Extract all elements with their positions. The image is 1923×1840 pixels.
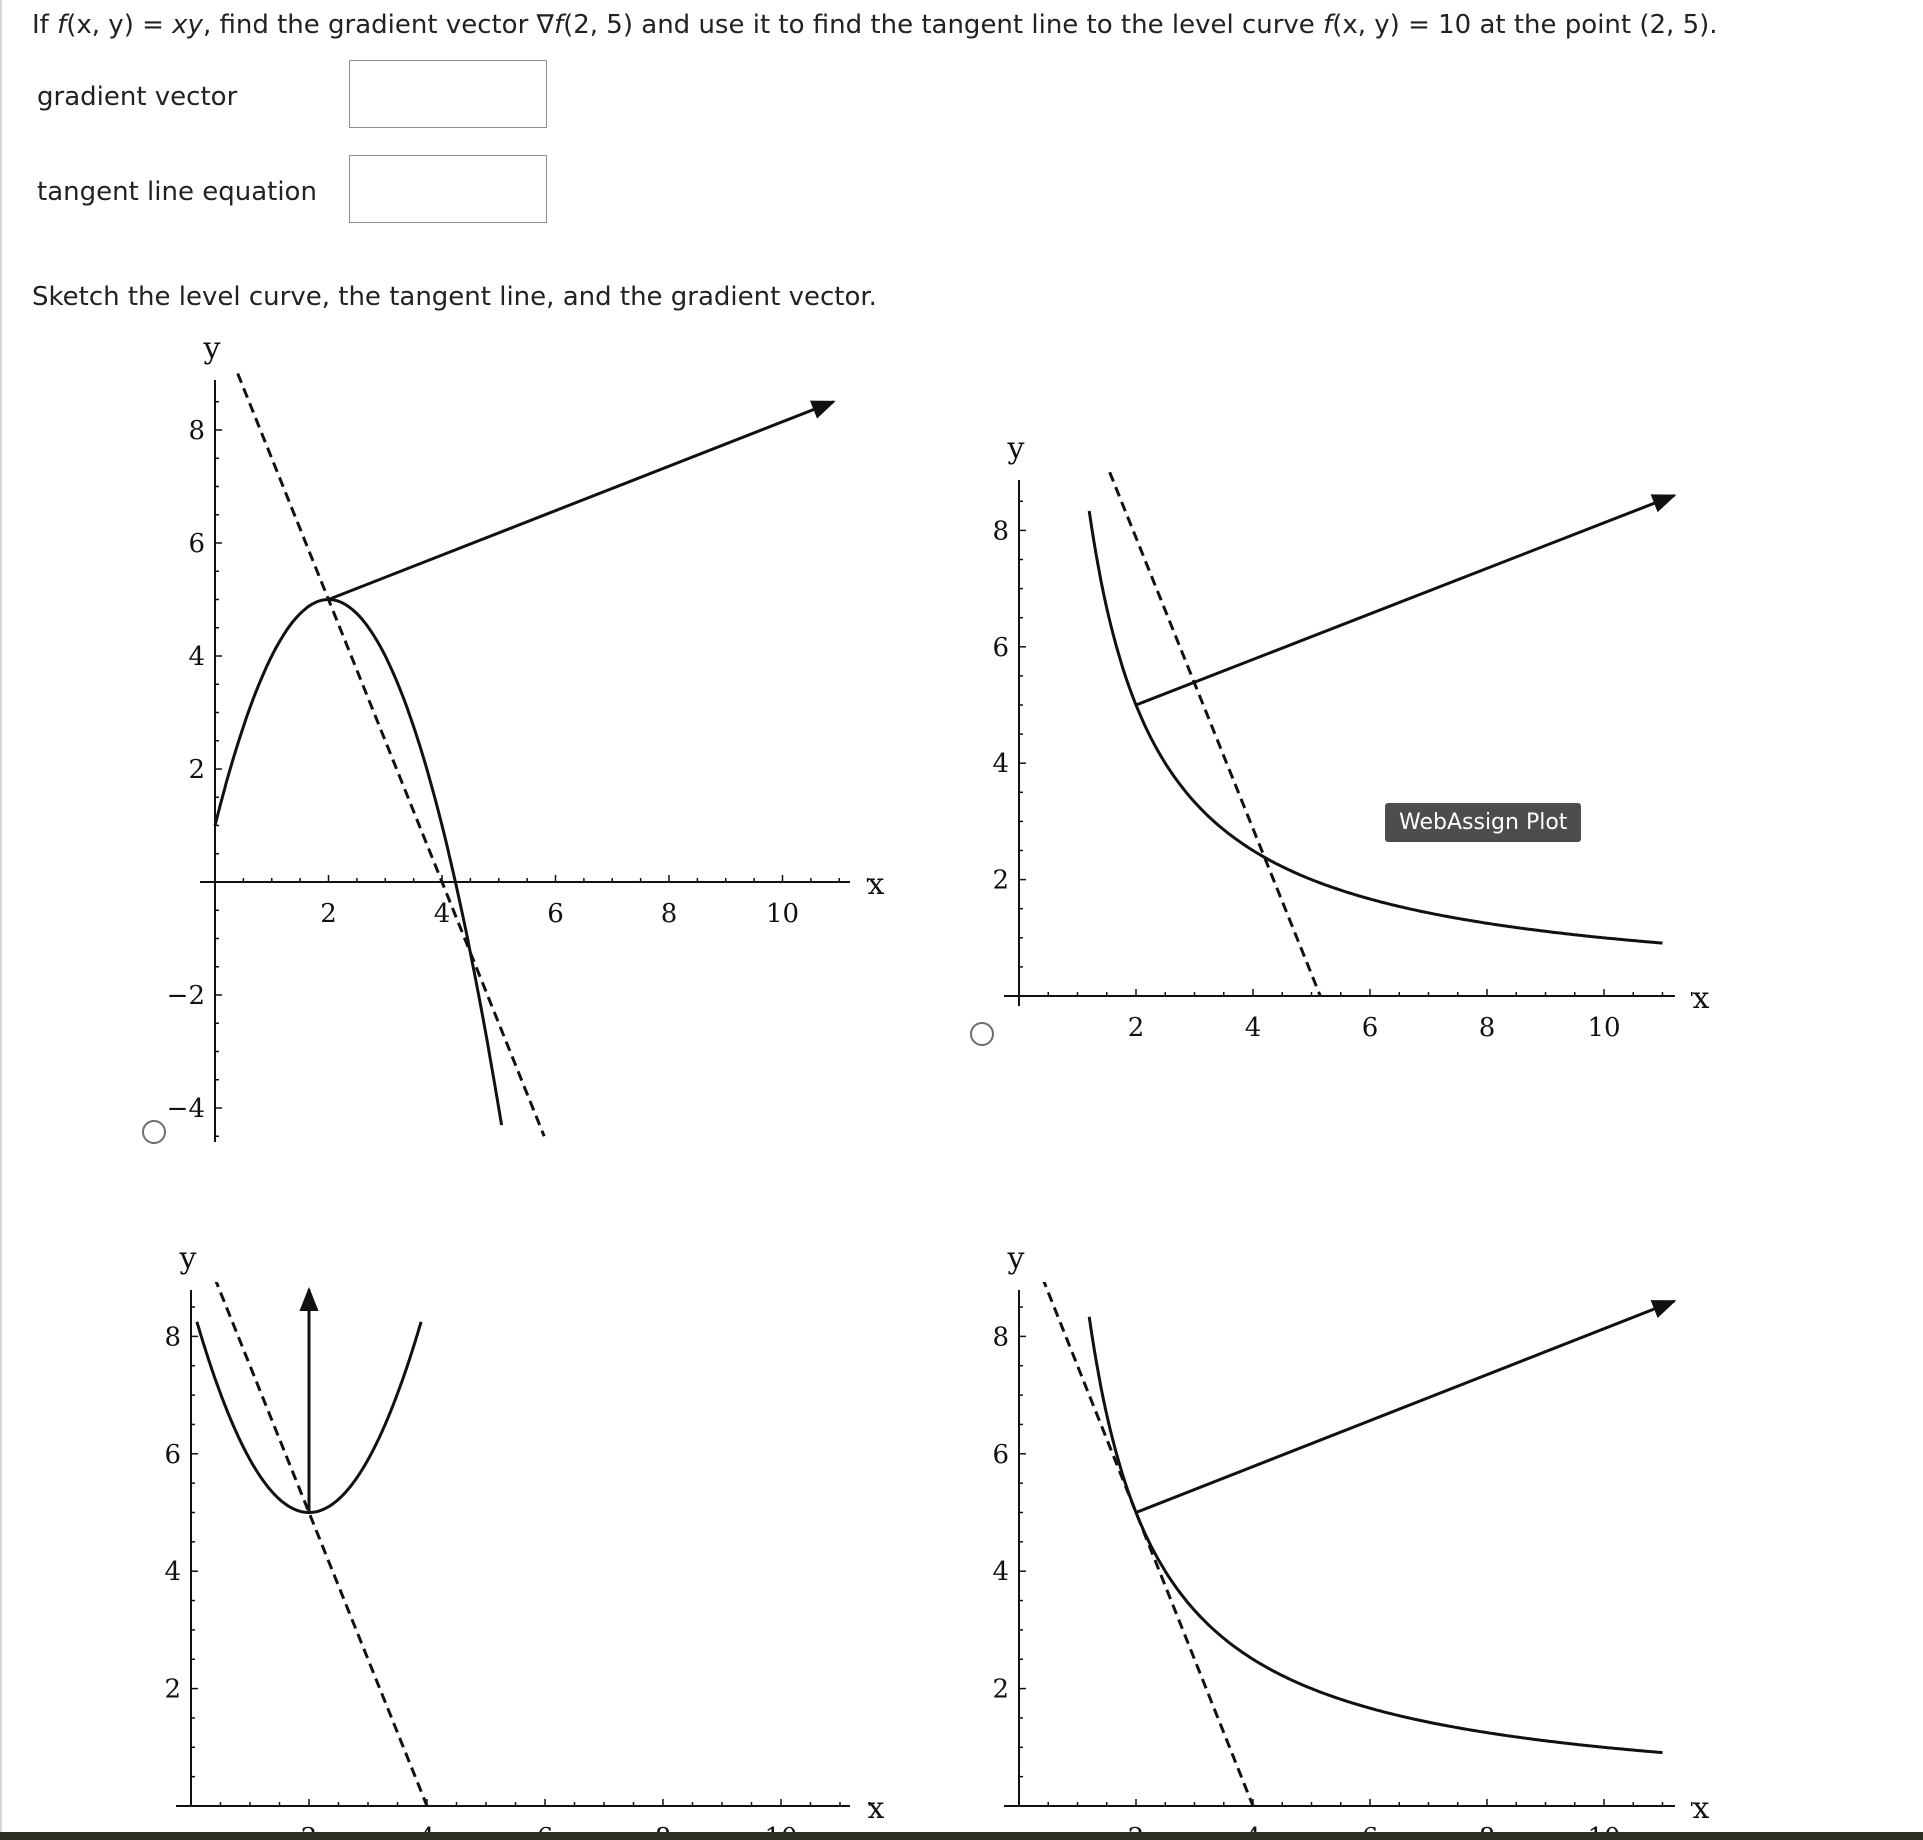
- y-axis-label: y: [1007, 1241, 1025, 1276]
- y-tick-label: 8: [992, 1322, 1009, 1353]
- radio-option-a[interactable]: [142, 1120, 166, 1144]
- y-tick-label: 8: [188, 416, 205, 446]
- y-tick-label: 4: [992, 1557, 1009, 1588]
- x-tick-label: 8: [660, 899, 678, 929]
- y-tick-label: 4: [164, 1557, 181, 1588]
- y-tick-label: 8: [164, 1322, 181, 1353]
- webassign-plot-tooltip: WebAssign Plot: [1385, 803, 1581, 842]
- sketch-instruction: Sketch the level curve, the tangent line, and the gradient vector.: [32, 282, 877, 312]
- y-tick-label: 2: [188, 755, 205, 785]
- x-axis-label: x: [867, 1791, 885, 1826]
- question-text: If f(x, y) = xy, find the gradient vector ∇f(2, 5) and use it to find the tangent line to the level curve f(x, y) = 10 at the point (2, 5).: [32, 10, 1718, 40]
- x-tick-label: 4: [433, 899, 451, 929]
- y-tick-label: 6: [992, 632, 1009, 663]
- y-tick-label: 2: [164, 1674, 181, 1705]
- y-tick-label: 2: [992, 1674, 1009, 1705]
- y-tick-label: 4: [992, 749, 1009, 780]
- radio-option-b[interactable]: [970, 1022, 994, 1046]
- tangent-line-label: tangent line equation: [37, 177, 317, 207]
- y-tick-label: −4: [166, 1094, 205, 1124]
- x-tick-label: 2: [320, 899, 337, 929]
- level-curve: [1089, 1317, 1662, 1753]
- y-tick-label: 8: [992, 516, 1009, 547]
- y-tick-label: 4: [188, 642, 205, 672]
- x-axis-label: x: [1692, 981, 1710, 1016]
- x-tick-label: 10: [1587, 1013, 1621, 1043]
- y-tick-label: 6: [164, 1439, 181, 1470]
- y-tick-label: 6: [992, 1439, 1009, 1470]
- window-bottom-edge: [0, 1832, 1923, 1840]
- x-tick-label: 6: [1361, 1013, 1379, 1043]
- y-axis-label: y: [1007, 431, 1025, 466]
- x-tick-label: 10: [765, 899, 800, 929]
- y-tick-label: 6: [188, 529, 205, 559]
- y-axis-label: y: [203, 331, 221, 366]
- x-tick-label: 6: [547, 899, 564, 929]
- x-tick-label: 4: [1244, 1013, 1262, 1043]
- x-axis-label: x: [867, 867, 885, 902]
- x-axis-label: x: [1692, 1791, 1710, 1826]
- y-axis-label: y: [179, 1241, 197, 1276]
- y-tick-label: 2: [992, 865, 1009, 896]
- x-tick-label: 8: [1478, 1013, 1496, 1043]
- x-tick-label: 2: [1127, 1013, 1145, 1043]
- gradient-vector-arrow: [1136, 1301, 1674, 1512]
- gradient-vector-label: gradient vector: [37, 82, 238, 112]
- y-tick-label: −2: [166, 981, 205, 1011]
